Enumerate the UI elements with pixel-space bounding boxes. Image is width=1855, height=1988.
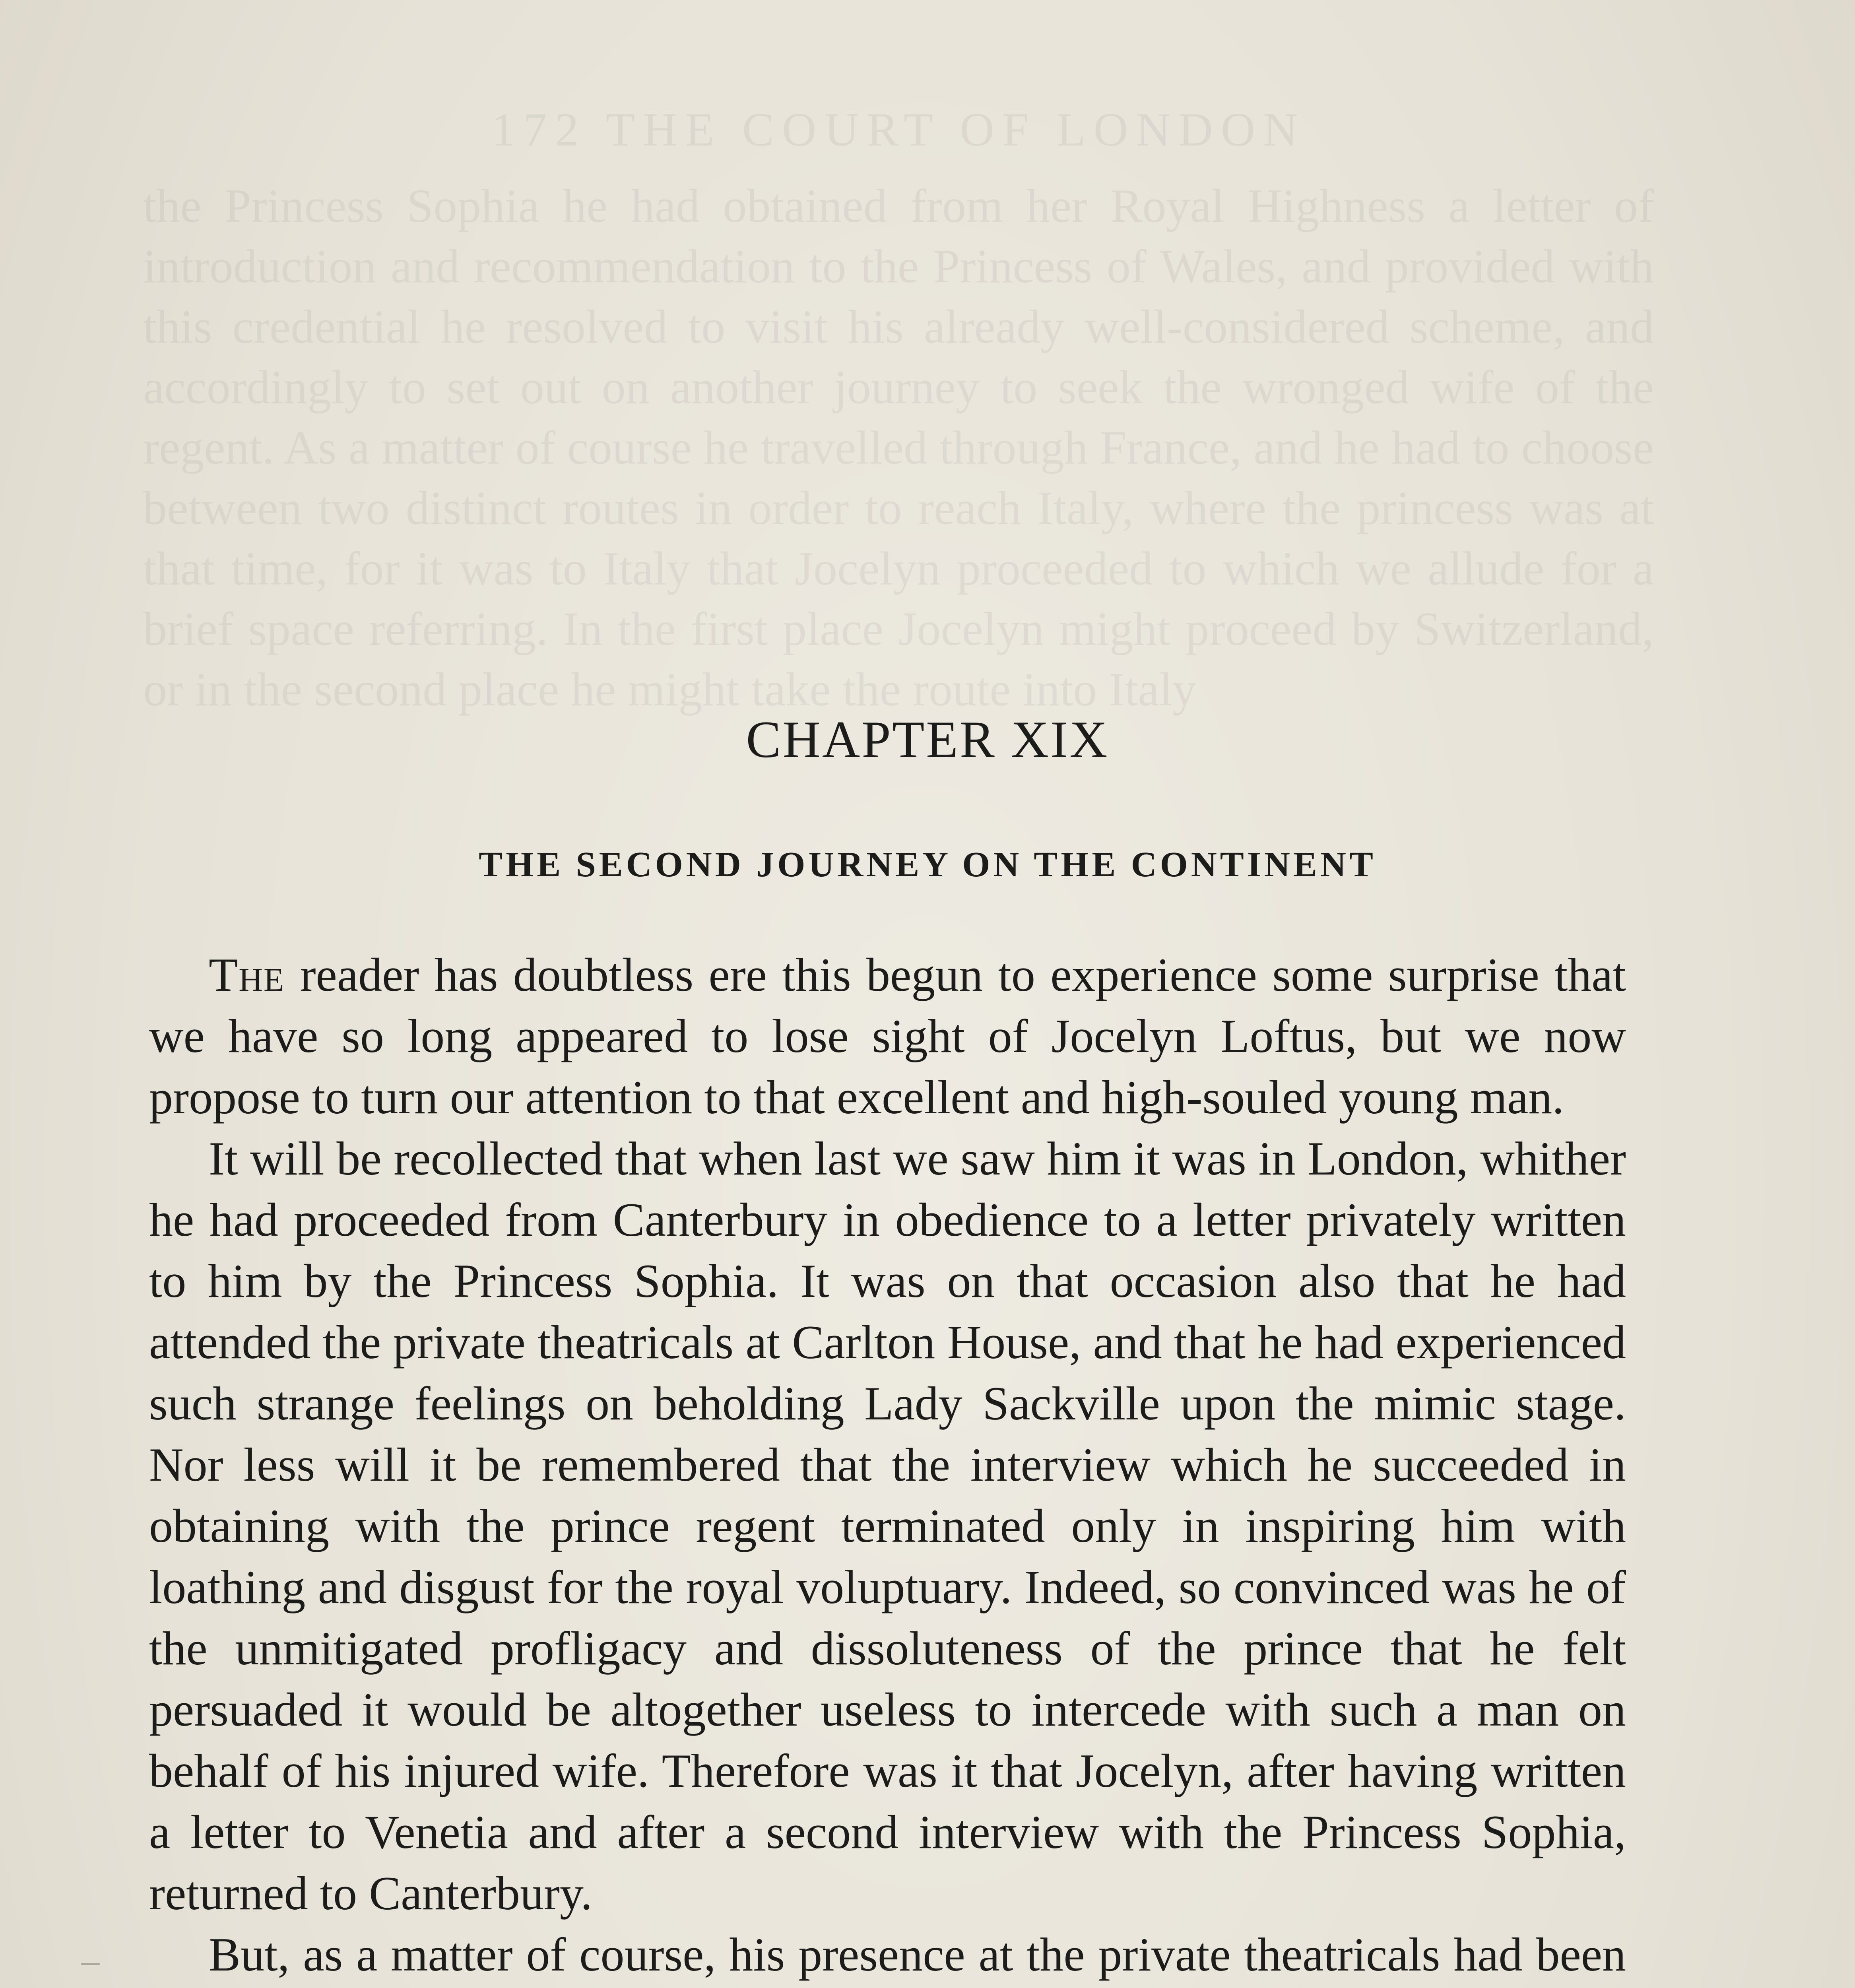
drop-word: The <box>209 948 285 1001</box>
chapter-title: CHAPTER XIX <box>746 710 1109 769</box>
chapter-body <box>149 944 1626 1988</box>
chapter-subtitle: THE SECOND JOURNEY ON THE CONTINENT <box>479 845 1376 884</box>
bleed-through-body: the Princess Sophia he had obtained from her Royal Highness a letter of introduction and recommendation to the Princess of Wales, and provided with this credential he resolved to visit his already well-considered scheme, and accordingly to set out on another journey to seek the wronged wife of the regent. As a matter of course he travelled through France, and he had to choose between two distinct routes in order to reach Italy, where the princess was at that time, for it was to Italy that Jocelyn proceeded to which we allude for a brief space referring. In the first place Jocelyn might proceed by Switzerland, or in the second place he might take the route into Italy <box>143 179 1654 716</box>
paragraph: It will be recollected that when last we saw him it was in London, whither he had proceeded from Canterbury in obedience to a letter privately written to him by the Princess Sophia. It was on that occasion also that he had attended the private theatricals at Carlton House, and that he had experienced such strange feelings on beholding Lady Sackville upon the mimic stage. Nor less will it be remembered that the interview which he succeeded in obtaining with the prince regent terminated only in inspiring him with loathing and disgust for the royal voluptuary. Indeed, so convinced was he of the unmitigated profligacy and dissoluteness of the prince that he felt persuaded it would be altogether useless to intercede with such a man on behalf of his injured wife. Therefore was it that Jocelyn, after having written a letter to Venetia and after a second interview with the Princess Sophia, returned to Canterbury. <box>149 1132 1626 1920</box>
paragraph-text: reader has doubtless ere this begun to experience some surprise that we have so long appeared to lose sight of Jocelyn Loftus, but we now propose to turn our attention to that excellent and high-souled young man. <box>149 948 1626 1124</box>
paragraph <box>149 944 1626 1128</box>
bleed-through-text <box>143 99 1654 720</box>
paragraph: But, as a matter of course, his presence at the private theatricals had been <box>209 1928 1626 1981</box>
bleed-through-header: 172 THE COURT OF LONDON <box>491 103 1306 156</box>
margin-tick-mark: – <box>81 1941 99 1980</box>
